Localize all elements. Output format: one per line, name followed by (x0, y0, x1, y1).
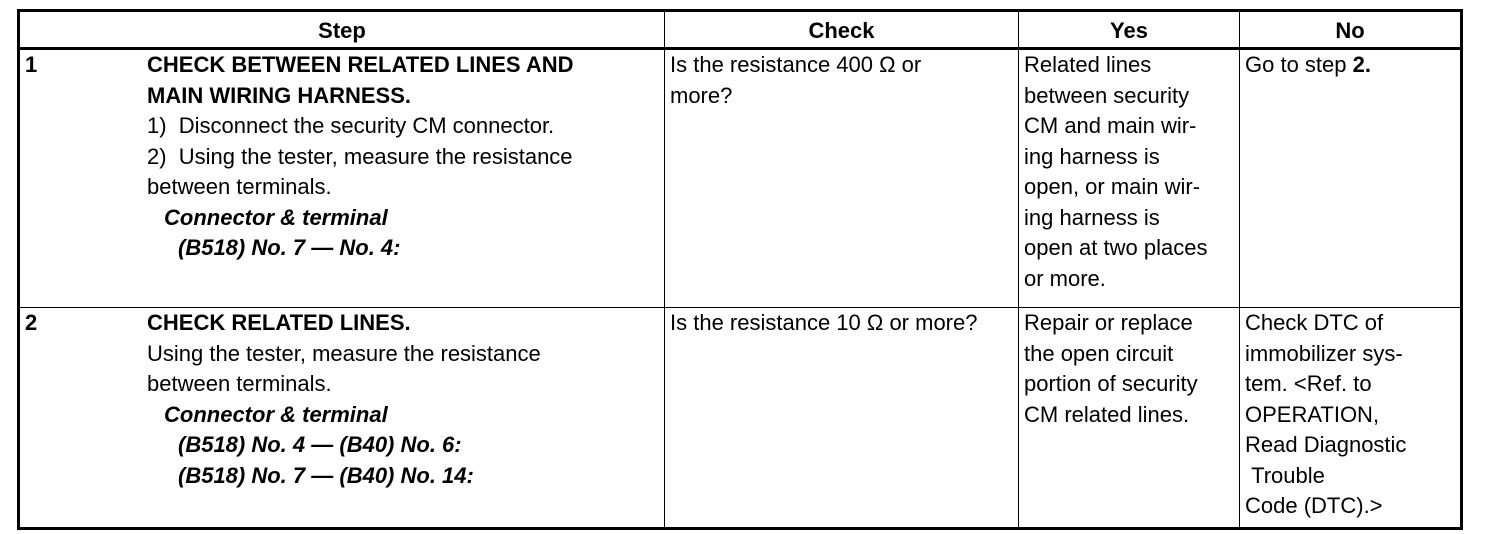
yes-text: portion of security (1024, 371, 1198, 396)
step-instruction: between terminals. (147, 371, 332, 396)
step-number: 2 (25, 310, 38, 335)
step-number: 1 (25, 52, 38, 77)
step-instruction: between terminals. (147, 174, 332, 199)
step-instruction: 1) Disconnect the security CM connector. (147, 113, 555, 138)
connector-terminal: (B518) No. 7 — No. 4: (178, 235, 401, 260)
table-row (19, 308, 1462, 529)
step-title: CHECK RELATED LINES. (147, 310, 411, 335)
no-text (1245, 50, 1455, 81)
yes-cell (1019, 49, 1240, 308)
table-row (19, 49, 1462, 308)
header-row (19, 11, 1462, 49)
check-cell (665, 49, 1019, 308)
step-reference: 2. (1352, 52, 1371, 77)
yes-text: or more. (1024, 265, 1106, 291)
yes-text: open at two places (1024, 235, 1208, 260)
step-instruction: Using the tester, measure the resistance (147, 340, 541, 366)
yes-text: ing harness is (1024, 204, 1160, 230)
no-text: Check DTC of (1245, 310, 1384, 335)
connector-label: Connector & terminal (164, 204, 388, 230)
no-text: Code (DTC).> (1245, 493, 1383, 518)
yes-text: CM and main wir- (1024, 113, 1197, 138)
check-text: Is the resistance 400 Ω or (670, 52, 922, 77)
step-instruction: 2) Using the tester, measure the resistance (147, 143, 573, 169)
check-text: Is the resistance 10 Ω or more? (670, 310, 978, 335)
check-text: more? (670, 82, 733, 108)
yes-text: the open circuit (1024, 340, 1174, 366)
yes-text: CM related lines. (1024, 401, 1190, 427)
no-text: OPERATION, (1245, 401, 1380, 427)
yes-cell (1019, 308, 1240, 529)
step-title: CHECK BETWEEN RELATED LINES AND (147, 52, 574, 77)
header-step: Step (19, 11, 665, 49)
yes-text: Related lines (1024, 52, 1152, 77)
yes-text: open, or main wir- (1024, 174, 1201, 199)
header-no: No (1240, 11, 1462, 49)
connector-terminal: (B518) No. 4 — (B40) No. 6: (178, 432, 462, 457)
connector-label: Connector & terminal (164, 401, 388, 427)
connector-terminal: (B518) No. 7 — (B40) No. 14: (178, 462, 474, 488)
no-text: tem. <Ref. to (1245, 371, 1372, 396)
no-text: Read Diagnostic (1245, 432, 1407, 457)
check-cell (665, 308, 1019, 529)
no-cell (1240, 308, 1462, 529)
diagnostic-table (17, 9, 1463, 530)
step-cell (19, 308, 665, 529)
no-cell (1240, 49, 1462, 308)
yes-text: between security (1024, 82, 1190, 108)
yes-text: ing harness is (1024, 143, 1160, 169)
no-text: immobilizer sys- (1245, 340, 1403, 366)
step-title: MAIN WIRING HARNESS. (147, 82, 411, 108)
yes-text: Repair or replace (1024, 310, 1193, 335)
header-yes: Yes (1019, 11, 1240, 49)
step-cell (19, 49, 665, 308)
no-text-prefix: Go to step (1245, 52, 1353, 77)
no-text: Trouble (1245, 462, 1325, 488)
header-check: Check (665, 11, 1019, 49)
